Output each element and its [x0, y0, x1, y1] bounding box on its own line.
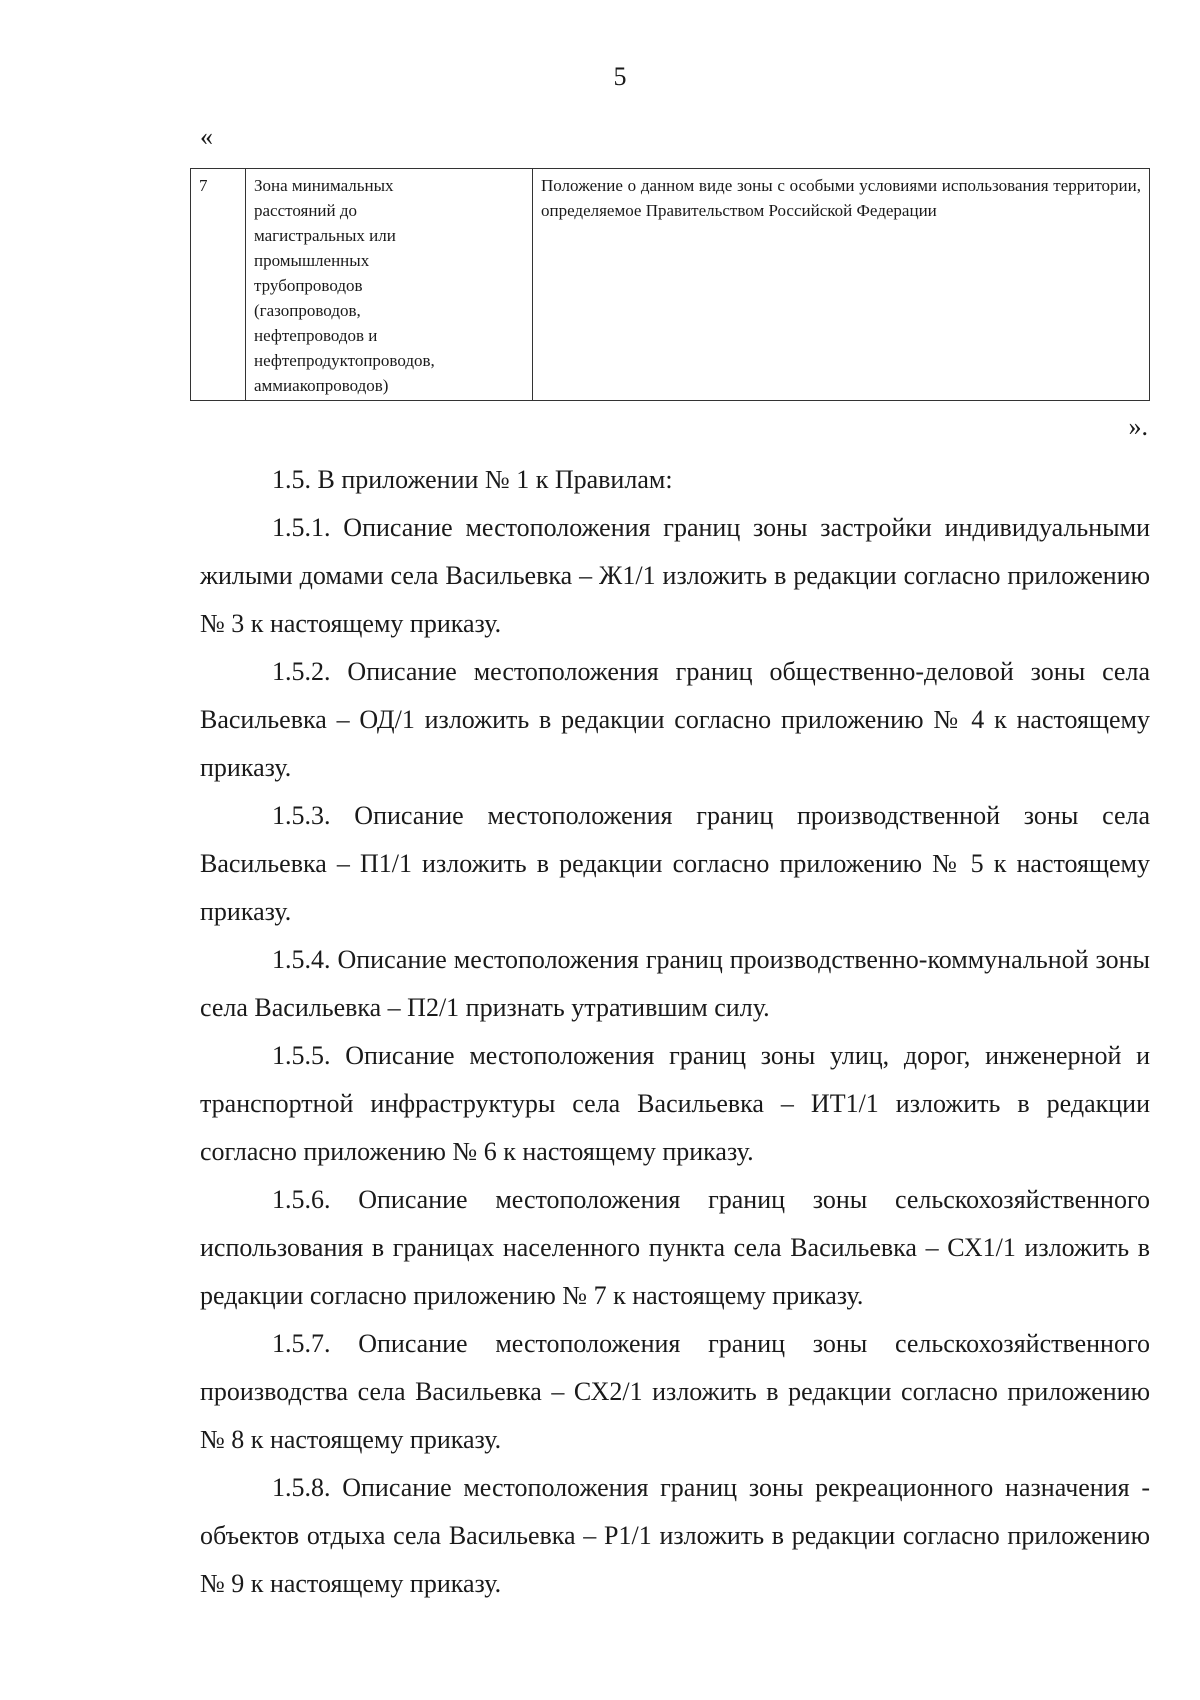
zone-name-line: аммиакопроводов)	[254, 376, 389, 395]
zone-name-line: Зона минимальных	[254, 176, 394, 195]
paragraph-1-5-3: 1.5.3. Описание местоположения границ производственной зоны села Васильевка – П1/1 изложить в редакции согласно приложению № 5 к настоящему приказу.	[200, 801, 1150, 926]
zone-name-line: магистральных или	[254, 226, 396, 245]
document-body	[200, 456, 1150, 1608]
paragraph-1-5-8: 1.5.8. Описание местоположения границ зоны рекреационного назначения - объектов отдыха села Васильевка – Р1/1 изложить в редакции согласно приложению № 9 к настоящему приказу.	[200, 1473, 1150, 1598]
zone-name-line: нефтепродуктопроводов,	[254, 351, 435, 370]
zone-name-line: расстояний до	[254, 201, 358, 220]
zone-name-line: промышленных	[254, 251, 370, 270]
paragraph-1-5-2: 1.5.2. Описание местоположения границ общественно-деловой зоны села Васильевка – ОД/1 изложить в редакции согласно приложению № 4 к настоящему приказу.	[200, 657, 1150, 782]
zone-description-cell: Положение о данном виде зоны с особыми условиями использования территории, определяемое Правительством Российской Федерации	[533, 169, 1150, 401]
amendment-table	[190, 168, 1150, 401]
paragraph-1-5-7: 1.5.7. Описание местоположения границ зоны сельскохозяйственного производства села Васильевка – СХ2/1 изложить в редакции согласно приложению № 8 к настоящему приказу.	[200, 1329, 1150, 1454]
row-number-cell: 7	[191, 169, 246, 401]
table-row	[191, 169, 1150, 401]
paragraph-1-5: 1.5. В приложении № 1 к Правилам:	[272, 465, 673, 494]
paragraph-1-5-1: 1.5.1. Описание местоположения границ зоны застройки индивидуальными жилыми домами села Васильевка – Ж1/1 изложить в редакции согласно приложению № 3 к настоящему приказу.	[200, 513, 1150, 638]
paragraph-1-5-4: 1.5.4. Описание местоположения границ производственно-коммунальной зоны села Васильевка – П2/1 признать утратившим силу.	[200, 945, 1150, 1022]
closing-quote-mark: ».	[1128, 412, 1148, 441]
zone-name-line: (газопроводов,	[254, 301, 361, 320]
zone-name-cell	[246, 169, 533, 401]
paragraph-1-5-6: 1.5.6. Описание местоположения границ зоны сельскохозяйственного использования в границах населенного пункта села Васильевка – СХ1/1 изложить в редакции согласно приложению № 7 к настоящему приказу.	[200, 1185, 1150, 1310]
zone-name-line: нефтепроводов и	[254, 326, 378, 345]
paragraph-1-5-5: 1.5.5. Описание местоположения границ зоны улиц, дорог, инженерной и транспортной инфраструктуры села Васильевка – ИТ1/1 изложить в редакции согласно приложению № 6 к настоящему приказу.	[200, 1041, 1150, 1166]
page-number: 5	[613, 62, 627, 91]
opening-quote-mark: «	[200, 122, 213, 151]
zone-name-line: трубопроводов	[254, 276, 363, 295]
